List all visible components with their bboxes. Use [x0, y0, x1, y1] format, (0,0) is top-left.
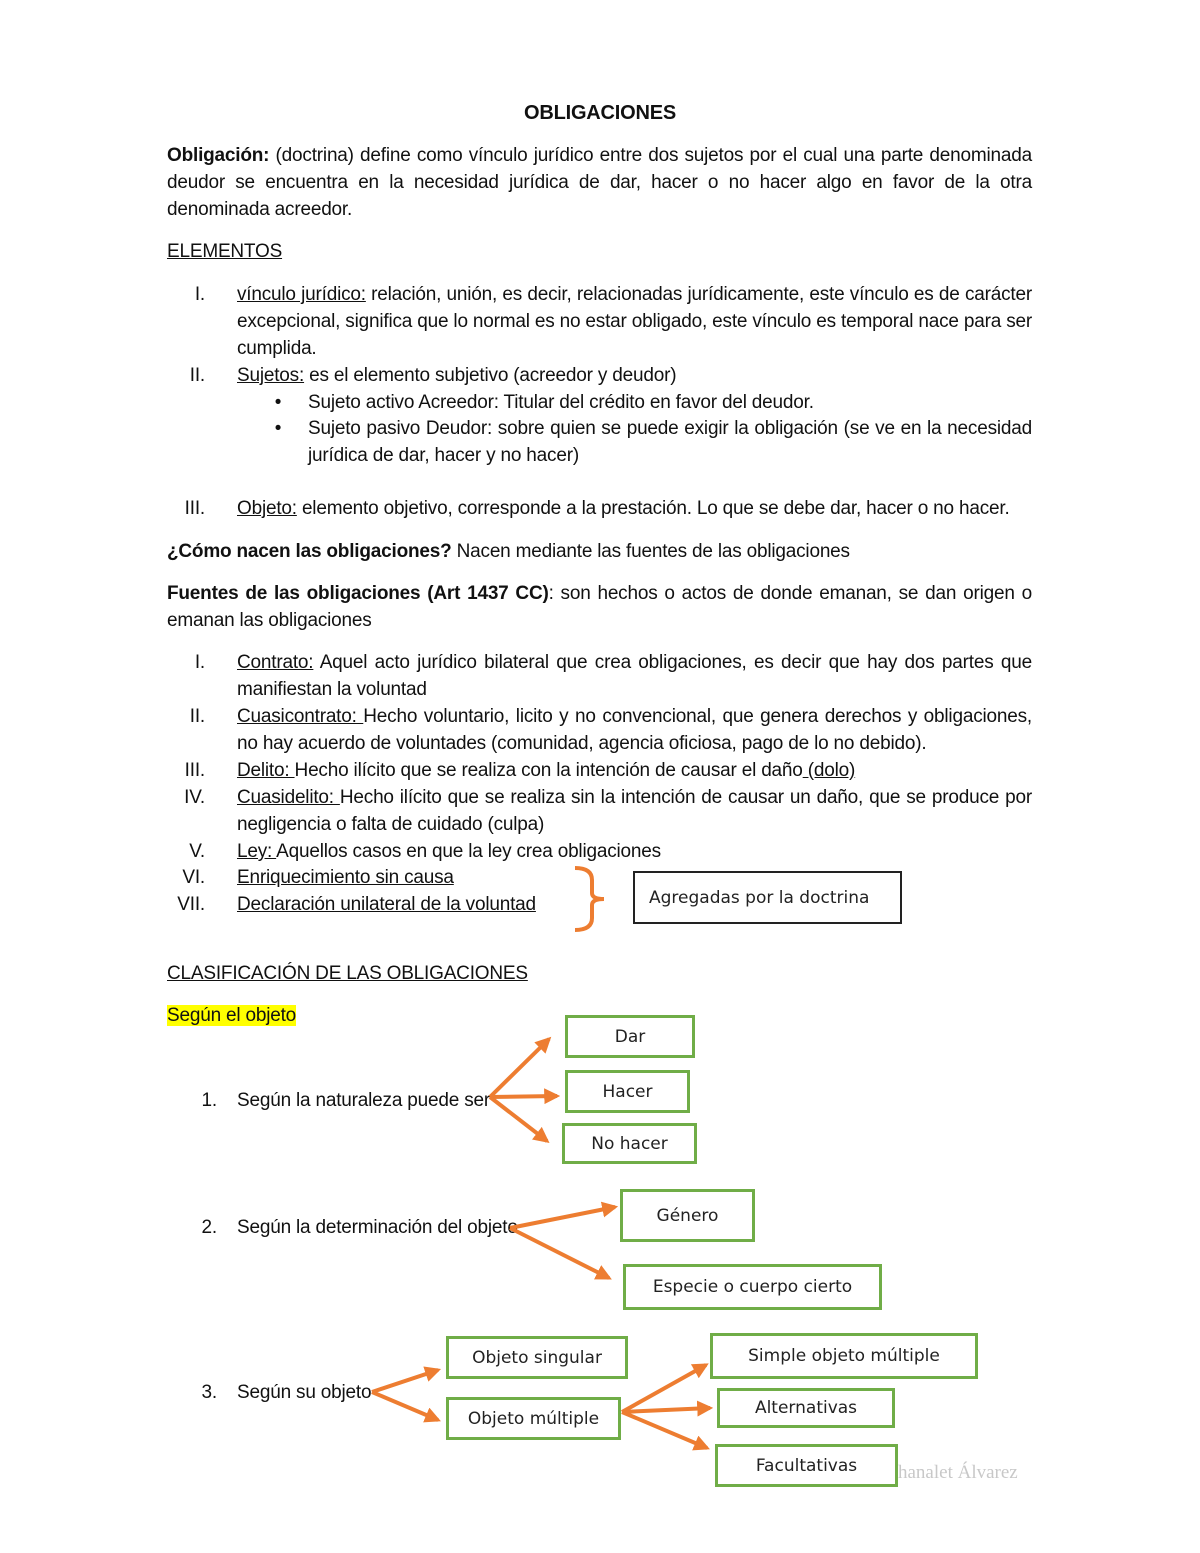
item-tail: (dolo) — [802, 760, 856, 781]
option-box-no-hacer: No hacer — [562, 1123, 697, 1164]
arrow-icon — [490, 1039, 549, 1097]
group-label: Según su objeto — [237, 1382, 372, 1403]
definition-term: Obligación: — [167, 145, 270, 166]
item-label: Cuasidelito: — [237, 787, 340, 808]
group-label: Según la determinación del objeto — [237, 1217, 518, 1238]
item-number: IV. — [184, 787, 205, 808]
question-text: ¿Cómo nacen las obligaciones? — [167, 541, 452, 562]
classification-subheading: Según el objeto — [167, 1005, 297, 1026]
arrow-icon — [510, 1228, 609, 1278]
classification-heading: CLASIFICACIÓN DE LAS OBLIGACIONES — [167, 963, 528, 984]
item-description: Aquellos casos en que la ley crea obligaciones — [276, 841, 661, 862]
option-box-objeto-multiple: Objeto múltiple — [446, 1397, 621, 1440]
item-number: VI. — [182, 867, 205, 888]
elements-heading: ELEMENTOS — [167, 241, 283, 262]
item-label: Cuasicontrato: — [237, 706, 364, 727]
item-description: elemento objetivo, corresponde a la prestación. Lo que se debe dar, hacer o no hacer. — [296, 498, 1010, 519]
item-description: Hecho voluntario, licito y no convencional, que genera derechos y obligaciones, no hay acuerdo de voluntades (comunidad, agencia oficiosa, pago de lo no debido). — [237, 706, 1032, 754]
arrow-icon — [622, 1412, 707, 1448]
sources-text: : son hechos o actos de donde emanan, se dan origen o emanan las obligaciones — [167, 583, 1032, 631]
bullet-text: Sujeto activo Acreedor: Titular del crédito en favor del deudor. — [308, 392, 814, 413]
suboption-box-simple: Simple objeto múltiple — [710, 1333, 978, 1379]
group-number: 3. — [201, 1382, 217, 1403]
item-label: Ley: — [237, 841, 277, 862]
arrow-icon — [490, 1097, 547, 1141]
item-label: Objeto: — [237, 498, 297, 519]
item-description: Aquel acto jurídico bilateral que crea obligaciones, es decir que hay dos partes que manifiestan la voluntad — [237, 652, 1032, 700]
item-label: Contrato: — [237, 652, 314, 673]
group-number: 1. — [201, 1090, 217, 1111]
item-label: Sujetos: — [237, 365, 305, 386]
item-number: VII. — [177, 894, 205, 915]
bullet-icon: • — [274, 418, 282, 439]
option-box-hacer: Hacer — [565, 1070, 690, 1113]
arrow-icon — [372, 1370, 438, 1392]
group-number: 2. — [201, 1217, 217, 1238]
item-number: I. — [194, 284, 205, 305]
group-label: Según la naturaleza puede ser — [237, 1090, 491, 1111]
item-label: Declaración unilateral de la voluntad — [237, 894, 536, 915]
definition-text: (doctrina) define como vínculo jurídico entre dos sujetos por el cual una parte denominada deudor se encuentra en la necesidad jurídica de dar, hacer o no hacer algo en favor de la otra denominada acreedor. — [167, 145, 1032, 220]
item-description: relación, unión, es decir, relacionadas jurídicamente, este vínculo es de carácter excepcional, significa que lo normal es no estar obligado, este vínculo es temporal nace para ser cumplida. — [237, 284, 1032, 359]
option-box-especie: Especie o cuerpo cierto — [623, 1264, 882, 1310]
item-number: II. — [189, 706, 205, 727]
item-description: Hecho ilícito que se realiza sin la intención de causar un daño, que se produce por negligencia o falta de cuidado (culpa) — [237, 787, 1032, 835]
bullet-icon: • — [274, 392, 282, 413]
item-label: Delito: — [237, 760, 295, 781]
arrow-icon — [622, 1365, 706, 1412]
item-description: Hecho ilícito que se realiza con la intención de causar el daño — [294, 760, 803, 781]
item-number: III. — [184, 498, 205, 519]
item-number: III. — [184, 760, 205, 781]
suboption-box-facultativas: Facultativas — [715, 1444, 898, 1487]
arrow-icon — [490, 1096, 557, 1097]
watermark-text: hanalet Álvarez — [898, 1462, 1018, 1483]
brace-icon — [575, 868, 604, 930]
option-box-objeto-singular: Objeto singular — [446, 1336, 628, 1379]
option-box-genero: Género — [620, 1189, 755, 1242]
page-title: OBLIGACIONES — [523, 102, 677, 124]
suboption-box-alternativas: Alternativas — [717, 1388, 895, 1428]
bullet-text: Sujeto pasivo Deudor: sobre quien se puede exigir la obligación (se ve en la necesidad jurídica de dar, hacer y no hacer) — [308, 418, 1032, 466]
arrow-icon — [372, 1392, 438, 1420]
item-number: V. — [189, 841, 205, 862]
sources-heading: Fuentes de las obligaciones (Art 1437 CC) — [167, 583, 549, 604]
option-box-dar: Dar — [565, 1015, 695, 1058]
arrow-icon — [622, 1408, 710, 1412]
arrow-icon — [510, 1207, 615, 1228]
item-label: Enriquecimiento sin causa — [237, 867, 454, 888]
item-label: vínculo jurídico: — [237, 284, 366, 305]
item-description: es el elemento subjetivo (acreedor y deudor) — [304, 365, 677, 386]
item-number: I. — [194, 652, 205, 673]
question-answer: Nacen mediante las fuentes de las obligaciones — [451, 541, 850, 562]
item-number: II. — [189, 365, 205, 386]
doctrine-box: Agregadas por la doctrina — [633, 871, 902, 924]
